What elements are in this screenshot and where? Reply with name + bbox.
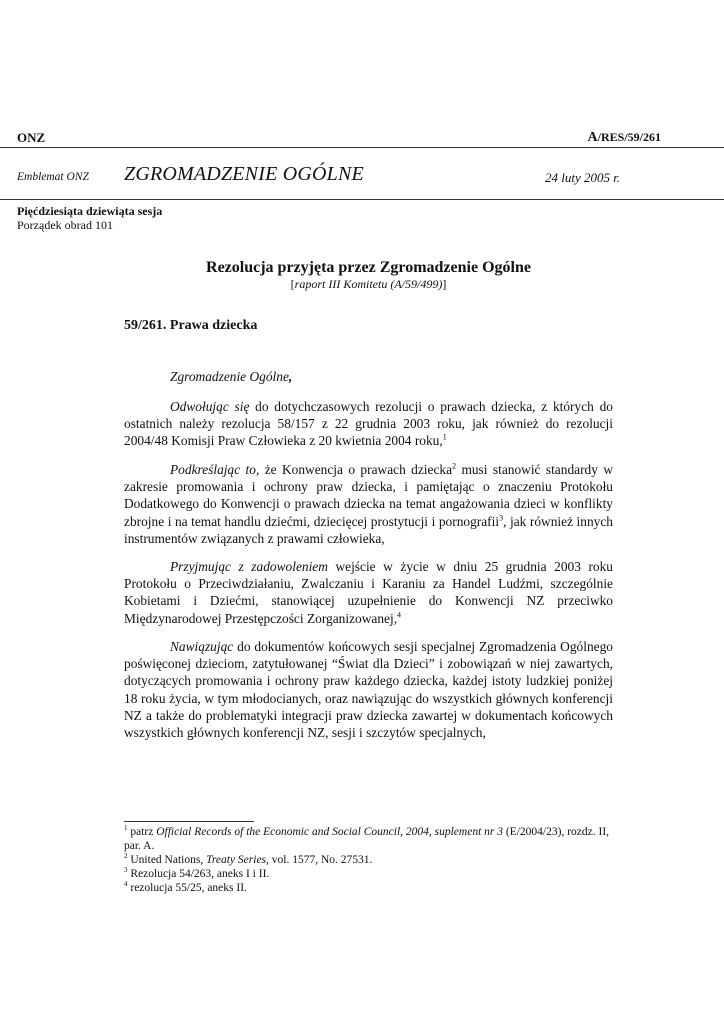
footnote-3 bbox=[124, 868, 624, 882]
org-label: ONZ bbox=[17, 130, 46, 145]
report-reference: raport III Komitetu (A/59/499) bbox=[294, 277, 443, 291]
paragraph-emphasizing-lead: Podkreślając to, bbox=[170, 462, 260, 477]
opening-italic: Zgromadzenie Ogólne bbox=[170, 369, 289, 384]
agenda-item: Porządek obrad 101 bbox=[17, 218, 113, 232]
paragraph-referring-lead: Nawiązując bbox=[170, 639, 234, 654]
paragraph-welcoming-text: wejście w życie w dniu 25 grudnia 2003 roku Protokołu o Przeciwdziałaniu, Zwalczaniu i Karaniu za Handel Ludźmi, szczególnie Kobietami i Dziećmi, stanowiącej uzupełnienie do Konwencji NZ przeciwko Międzynarodowej Przestępczości Zorganizowanej, bbox=[124, 559, 614, 626]
footnote-ref-1: 1 bbox=[442, 432, 447, 442]
footnote-2-text-b: , vol. 1577, No. 27531. bbox=[266, 854, 373, 866]
footnote-1-text-a: patrz bbox=[127, 826, 157, 838]
paragraph-recalling bbox=[124, 398, 613, 450]
resolution-title: Rezolucja przyjęta przez Zgromadzenie Ogólne bbox=[206, 259, 531, 276]
document-symbol bbox=[588, 130, 661, 146]
footnote-4-text: rezolucja 55/25, aneks II. bbox=[127, 882, 247, 894]
header-rule-bottom bbox=[0, 199, 724, 200]
footnote-1 bbox=[124, 826, 624, 853]
assembly-title: ZGROMADZENIE OGÓLNE bbox=[124, 163, 364, 185]
footnote-separator bbox=[124, 821, 254, 822]
footnote-ref-4: 4 bbox=[397, 610, 402, 620]
footnote-1-number: 1 bbox=[124, 824, 128, 833]
paragraph-welcoming-lead: Przyjmując z zadowoleniem bbox=[170, 559, 328, 574]
paragraph-emphasizing-text-a: że Konwencja o prawach dziecka bbox=[259, 462, 453, 477]
paragraph-recalling-text: do dotychczasowych rezolucji o prawach dziecka, z których do ostatnich należy rezolucja 58/157 z 22 grudnia 2003 roku, jak również do rezolucji 2004/48 Komisji Praw Człowieka z 20 kwietnia 2004 roku, bbox=[124, 399, 613, 449]
committee-report bbox=[124, 277, 613, 292]
paragraph-referring-text: do dokumentów końcowych sesji specjalnej Zgromadzenia Ogólnego poświęconej dzieciom, zatytułowanej “Świat dla Dzieci” i zobowiązań w niej zawartych, dotyczących promowania i ochrony praw każdego dziecka, każdej istoty ludzkiej poniżej 18 roku życia, w tym młodocianych, oraz nawiązując do wszystkich głównych konferencji NZ a także do problematyki integracji praw dziecka zawartej w dokumentach końcowych wszystkich głównych konferencji NZ, sesji i szczytów specjalnych, bbox=[124, 639, 613, 741]
header-rule-top bbox=[0, 147, 724, 148]
footnote-4 bbox=[124, 882, 624, 896]
document-symbol-rest: /RES/59/261 bbox=[597, 130, 661, 144]
resolution-number: 59/261. Prawa dziecka bbox=[124, 318, 258, 333]
footnote-4-number: 4 bbox=[124, 880, 128, 889]
footnote-2 bbox=[124, 854, 624, 868]
opening-comma: , bbox=[288, 369, 293, 384]
footnote-2-text-a: United Nations, bbox=[127, 854, 207, 866]
session-title: Pięćdziesiąta dziewiąta sesja bbox=[17, 204, 163, 218]
footnote-2-number: 2 bbox=[124, 852, 128, 861]
footnote-1-text-b: (E/2004/23), rozdz. II, par. A. bbox=[124, 826, 610, 852]
document-date: 24 luty 2005 r. bbox=[545, 170, 621, 185]
report-bracket-open: [ bbox=[290, 277, 295, 291]
paragraph-emphasizing-text-b: musi stanowić standardy w zakresie promowania i ochrony praw dziecka, i pamiętając o znaczeniu Protokołu Dodatkowego do Konwencji o prawach dziecka na temat angażowania dzieci w konflikty zbrojne i na temat handlu dziećmi, dziecięcej prostytucji i pornografii bbox=[124, 462, 613, 529]
report-bracket-close: ] bbox=[442, 277, 447, 291]
paragraph-referring bbox=[124, 638, 613, 741]
footnote-2-italic: Treaty Series bbox=[206, 854, 267, 866]
footnote-ref-2: 2 bbox=[452, 461, 457, 471]
footnote-3-text: Rezolucja 54/263, aneks I i II. bbox=[127, 868, 270, 880]
opening-line bbox=[124, 368, 613, 385]
footnote-ref-3: 3 bbox=[499, 513, 504, 523]
paragraph-emphasizing bbox=[124, 461, 613, 547]
paragraph-recalling-lead: Odwołując się bbox=[170, 399, 250, 414]
paragraph-welcoming bbox=[124, 558, 613, 627]
paragraph-emphasizing-text-c: , jak również innych instrumentów związanych z prawami człowieka, bbox=[124, 513, 614, 546]
footnote-3-number: 3 bbox=[124, 866, 128, 875]
un-emblem: Emblemat ONZ bbox=[17, 171, 89, 183]
document-symbol-prefix: A bbox=[587, 130, 598, 145]
footnote-1-italic: Official Records of the Economic and Social Council, 2004, suplement nr 3 bbox=[156, 826, 503, 838]
